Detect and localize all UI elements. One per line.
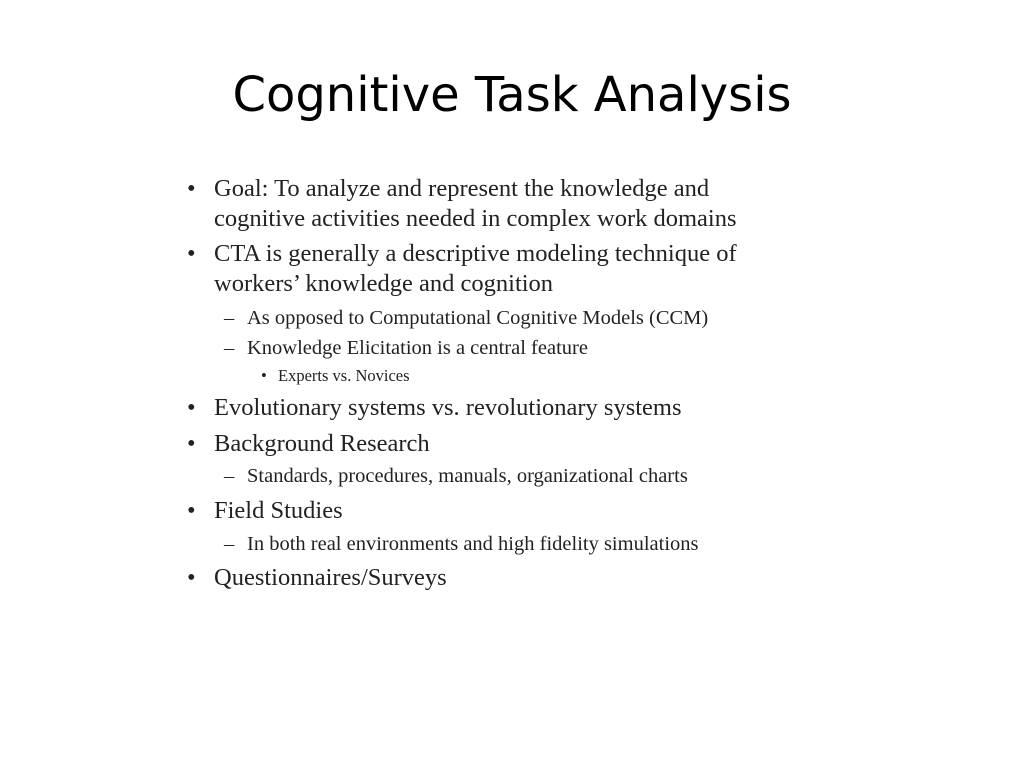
bullet-text: CTA is generally a descriptive modeling technique of: [214, 240, 737, 267]
sub-bullet-marker: –: [224, 337, 235, 359]
sub-bullet-text: In both real environments and high fidelity simulations: [247, 533, 699, 555]
bullet-marker: •: [187, 394, 196, 421]
bullet-text: Background Research: [214, 430, 430, 457]
sub-sub-bullet-marker: •: [261, 366, 267, 385]
sub-bullet-marker: –: [224, 533, 235, 555]
bullet-marker: •: [187, 564, 196, 591]
sub-sub-bullet-text: Experts vs. Novices: [278, 366, 410, 385]
sub-bullet-text: Knowledge Elicitation is a central feature: [247, 337, 588, 359]
sub-bullet-text: As opposed to Computational Cognitive Models (CCM): [247, 307, 709, 329]
bullet-text: workers’ knowledge and cognition: [214, 270, 554, 297]
bullet-text: Evolutionary systems vs. revolutionary systems: [214, 394, 682, 421]
bullet-text: Field Studies: [214, 497, 343, 524]
bullet-marker: •: [187, 175, 196, 202]
bullet-text: cognitive activities needed in complex work domains: [214, 205, 737, 232]
sub-bullet-text: Standards, procedures, manuals, organizational charts: [247, 465, 688, 487]
bullet-marker: •: [187, 240, 196, 267]
bullet-marker: •: [187, 497, 196, 524]
bullet-marker: •: [187, 430, 196, 457]
bullet-text: Goal: To analyze and represent the knowledge and: [214, 175, 710, 202]
sub-bullet-marker: –: [224, 465, 235, 487]
bullet-text: Questionnaires/Surveys: [214, 564, 447, 591]
sub-bullet-marker: –: [224, 307, 235, 329]
slide-title: Cognitive Task Analysis: [232, 67, 792, 123]
